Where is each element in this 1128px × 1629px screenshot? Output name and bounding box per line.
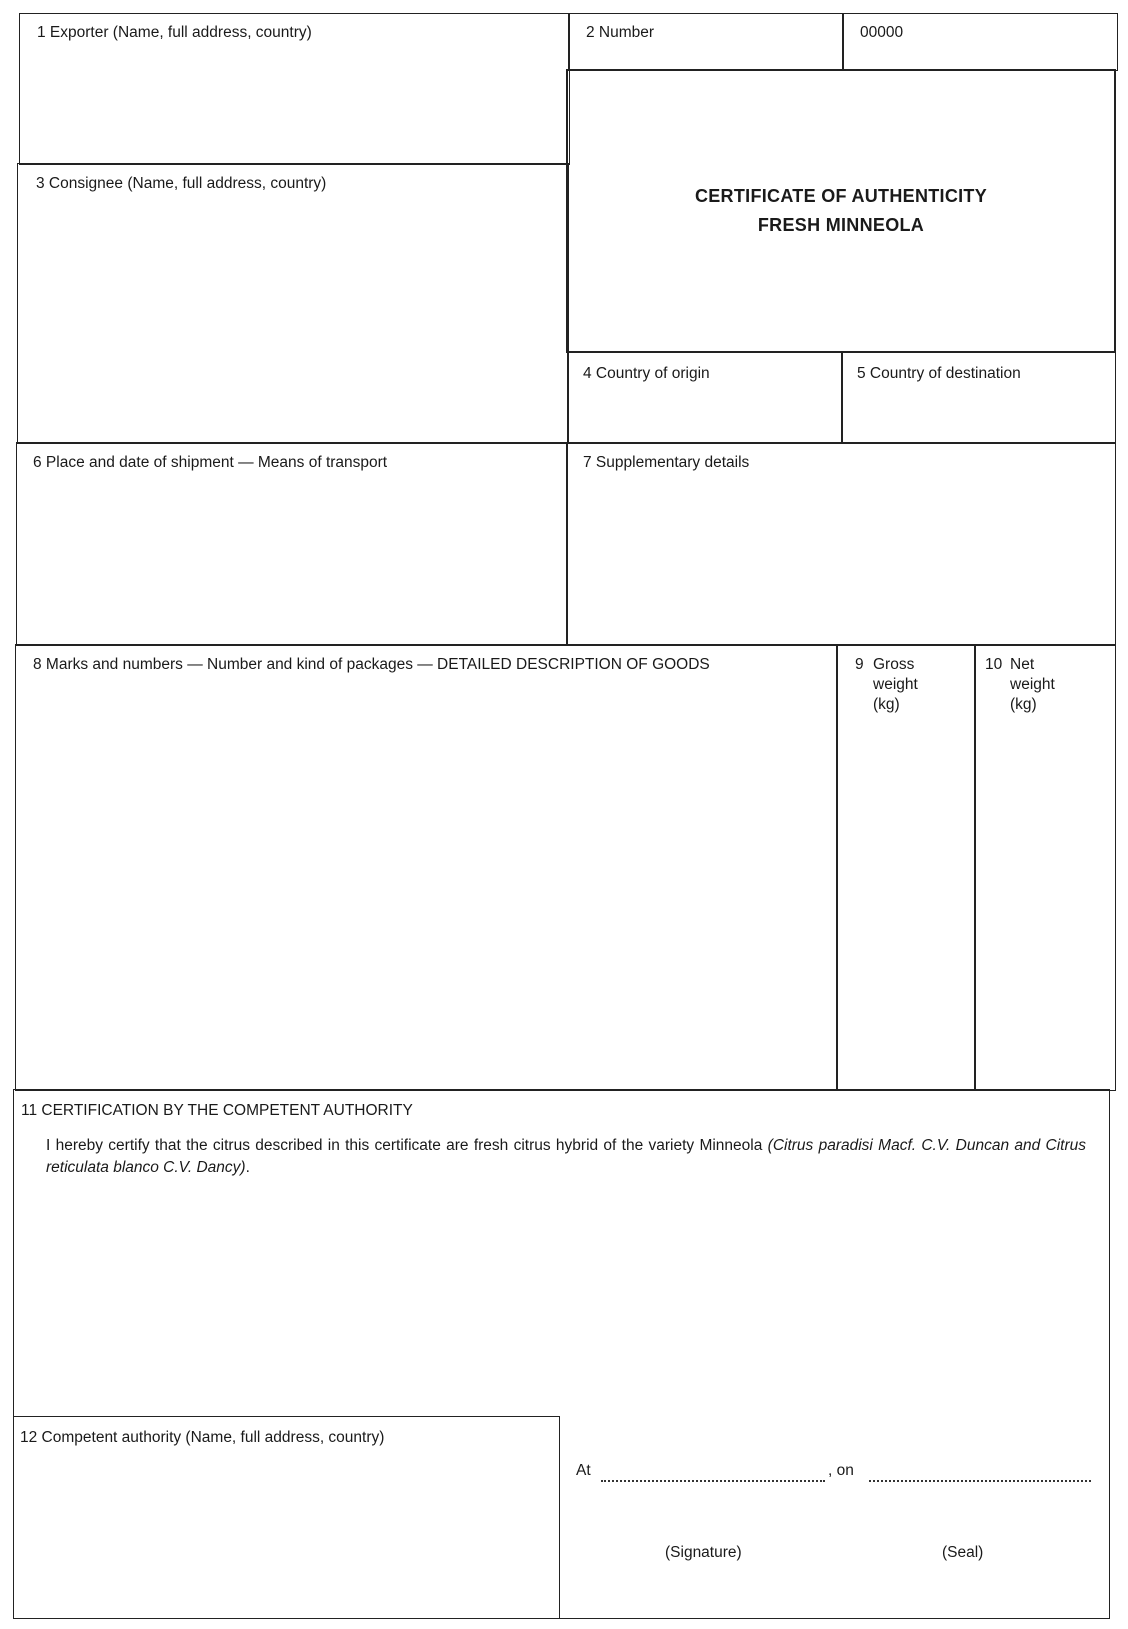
gross-weight-line-2: weight (873, 676, 918, 693)
shipment-label: 6 Place and date of shipment — Means of transport (33, 454, 388, 471)
gross-weight-line-1: Gross (873, 656, 915, 673)
certification-text-italic: (Citrus paradisi Macf. C.V. Duncan and Citrus reticulata blanco C.V. Dancy) (46, 1137, 1086, 1176)
signature-label: (Signature) (665, 1544, 742, 1561)
net-weight-line-2: weight (1010, 676, 1055, 693)
goods-description-label: 8 Marks and numbers — Number and kind of packages — DETAILED DESCRIPTION OF GOODS (33, 656, 710, 673)
place-dotted-line[interactable] (601, 1468, 825, 1482)
goods-description-box[interactable] (15, 644, 838, 1091)
number-label: 2 Number (586, 24, 655, 41)
net-weight-line-3: (kg) (1010, 696, 1037, 713)
seal-label: (Seal) (942, 1544, 984, 1561)
country-of-origin-label: 4 Country of origin (583, 365, 710, 382)
supplementary-details-label: 7 Supplementary details (583, 454, 750, 471)
number-value: 00000 (860, 24, 904, 41)
date-dotted-line[interactable] (869, 1468, 1091, 1482)
net-weight-number: 10 (985, 656, 1003, 673)
at-label: At (576, 1462, 591, 1479)
certification-label: 11 CERTIFICATION BY THE COMPETENT AUTHORITY (21, 1102, 413, 1119)
certification-text-plain: I hereby certify that the citrus described in this certificate are fresh citrus hybrid of the variety Minneola (46, 1137, 768, 1154)
country-of-destination-label: 5 Country of destination (857, 365, 1021, 382)
title-line-2: FRESH MINNEOLA (757, 215, 925, 235)
gross-weight-number: 9 (855, 656, 864, 673)
title-line-1: CERTIFICATE OF AUTHENTICITY (694, 186, 988, 206)
consignee-box[interactable] (17, 163, 569, 444)
exporter-label: 1 Exporter (Name, full address, country) (37, 24, 312, 41)
certification-text-end: . (245, 1159, 250, 1176)
certification-text (46, 1135, 1086, 1179)
net-weight-line-1: Net (1010, 656, 1035, 673)
certificate-title (566, 182, 1116, 240)
gross-weight-line-3: (kg) (873, 696, 900, 713)
gross-weight-label (873, 655, 918, 715)
net-weight-label (1010, 655, 1055, 715)
on-label: , on (828, 1462, 854, 1479)
consignee-label: 3 Consignee (Name, full address, country) (36, 175, 327, 192)
competent-authority-label: 12 Competent authority (Name, full address, country) (20, 1429, 385, 1446)
